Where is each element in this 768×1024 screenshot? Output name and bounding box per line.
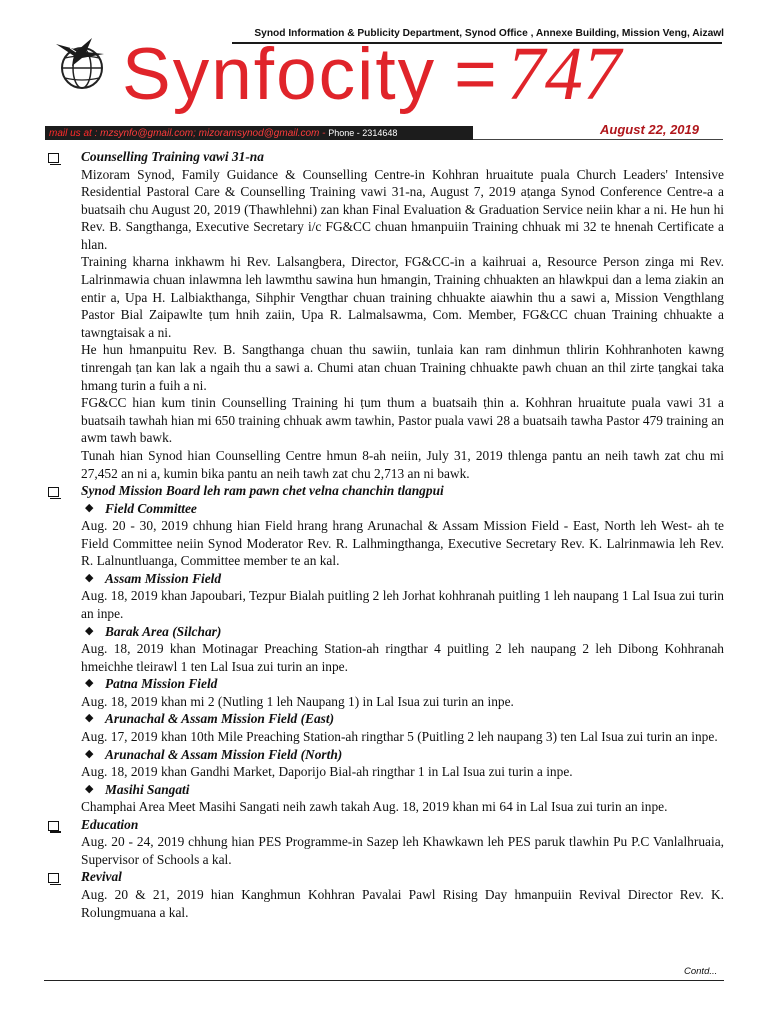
paragraph: Aug. 20 & 21, 2019 hian Kanghmun Kohhran Pavalai Pawl Rising Day hmanpuiin Revival Director Rev. K. Rolungmuana a kal. xyxy=(81,886,724,920)
mission-item-text: Aug. 18, 2019 khan Motinagar Preaching Station-ah ringthar 4 puitling 2 leh naupang 2 leh Dibong Kohhranah hmeichhe tleirawl 1 ten Lal Isua zui turin an inpe. xyxy=(81,641,724,674)
section-heading: Education xyxy=(81,816,139,832)
section-heading: Counselling Training vawi 31-na xyxy=(81,149,264,164)
contact-bar xyxy=(45,126,473,140)
mission-item xyxy=(81,570,724,588)
mission-item xyxy=(81,781,724,799)
diamond-bullet-icon: ◆ xyxy=(85,677,94,690)
diamond-bullet-icon: ◆ xyxy=(85,624,94,637)
mission-item-text: Aug. 18, 2019 khan Japoubari, Tezpur Bialah puitling 2 leh Jorhat kohhranah puitling 1 leh naupang 1 Lal Isua zui turin an inpe. xyxy=(81,588,724,622)
department-line: Synod Information & Publicity Department, Synod Office , Annexe Building, Mission Veng, Aizawl xyxy=(254,28,724,39)
synod-logo-icon xyxy=(52,30,110,94)
mission-item-text: Aug. 17, 2019 khan 10th Mile Preaching Station-ah ringthar 5 (Puitling 2 leh naupang 3) ten Lal Isua zui turin an inpe. xyxy=(81,728,718,744)
mission-item xyxy=(81,746,724,764)
article-body xyxy=(44,148,724,921)
mission-item xyxy=(81,623,724,641)
phone-number: Phone - 2314648 xyxy=(328,128,398,138)
section-mission xyxy=(44,482,724,816)
checkbox-bullet-icon xyxy=(48,821,59,831)
section-education xyxy=(44,816,724,869)
section-heading: Revival xyxy=(81,869,122,885)
masthead-title xyxy=(122,30,621,130)
mission-item-text: Aug. 20 - 30, 2019 chhung hian Field hrang hrang Arunachal & Assam Mission Field - East, North leh West- ah te Field Committee neiin Synod Moderator Rev. R. Lalhmingthanga, Executive Secretary Rev. K. Lalrinmawia leh Rev. R. Lalnuntluanga, Committee member te an kal. xyxy=(81,518,724,569)
mission-item-title: Patna Mission Field xyxy=(105,676,218,692)
section-revival xyxy=(44,868,724,921)
paragraph: Training kharna inkhawm hi Rev. Lalsangbera, Director, FG&CC-in a kaihruai a, Resource Person zinga mi Rev. Lalrinmawia chuan inlawmna leh lawmthu sawina hun hmangin, Training chhuakten an hlawkpui dan a lema ziakin an entir a, Upa H. Lalbiakthanga, Sihphir Vengthar chuan training chhuakte aiawhin thu a sawi a, Mission Vengthlang Pastor Bial Zaipawlte ṭum hnih zaiin, Upa R. Lalmalsawma, Com. Member, FG&CC chuan Training chhuakte a tawngtaisak a ni. xyxy=(81,254,724,340)
mission-item-title: Assam Mission Field xyxy=(105,570,222,586)
mission-item xyxy=(81,710,724,728)
mission-item xyxy=(81,500,724,518)
diamond-bullet-icon: ◆ xyxy=(85,712,94,725)
diamond-bullet-icon: ◆ xyxy=(85,571,94,584)
checkbox-bullet-icon xyxy=(48,873,59,883)
paragraph: Mizoram Synod, Family Guidance & Counselling Centre-in Kohhran hruaitute puala Church Leaders' Intensive Residential Pastoral Care & Counselling Training vawi 31-na, August 7, 2019 aṭanga Synod Conference Centre-a a buatsaih chu August 20, 2019 (Thawhlehni) zan khan Final Evaluation & Graduation Service neiin khar a ni. He hun hi Rev. B. Sangthanga, Executive Secretary i/c FG&CC chuan hmanpuiin Training chhuak mi 32 te hnenah Certificate a hlan. xyxy=(81,166,724,252)
masthead-equals: = xyxy=(454,34,497,115)
mission-item-title: Field Committee xyxy=(105,500,197,516)
mission-item-text: Aug. 18, 2019 khan Gandhi Market, Daporijo Bial-ah ringthar 1 in Lal Isua zui turin a inpe. xyxy=(81,764,573,780)
section-heading: Synod Mission Board leh ram pawn chet velna chanchin tlangpui xyxy=(81,483,444,499)
mission-item-title: Arunachal & Assam Mission Field (East) xyxy=(105,711,335,727)
continued-note: Contd... xyxy=(684,966,718,977)
mission-item-text: Champhai Area Meet Masihi Sangati neih zawh takah Aug. 18, 2019 khan mi 64 in Lal Isua zui turin an inpe. xyxy=(81,799,668,815)
diamond-bullet-icon: ◆ xyxy=(85,501,94,514)
footer-rule xyxy=(44,980,724,981)
masthead-name: Synfocity xyxy=(122,34,437,115)
mission-item xyxy=(81,675,724,693)
paragraph: FG&CC hian kum tinin Counselling Training hi ṭum thum a buatsaih ṭhin a. Kohhran hruaitute puala vawi 31 a buatsaih tawhah hian mi 650 training chhuak awm tawhin, Pastor puala vawi 28 a buatsaih tawha Pastor 479 training an awm tawh bawk. xyxy=(81,395,724,446)
email-links[interactable]: : mzsynfo@gmail.com; mizoramsynod@gmail.com - xyxy=(94,128,326,139)
mission-item-title: Arunachal & Assam Mission Field (North) xyxy=(105,746,343,762)
mission-item-text: Aug. 18, 2019 khan mi 2 (Nutling 1 leh Naupang 1) in Lal Isua zui turin an inpe. xyxy=(81,693,514,709)
diamond-bullet-icon: ◆ xyxy=(85,782,94,795)
issue-date: August 22, 2019 xyxy=(600,122,699,137)
diamond-bullet-icon: ◆ xyxy=(85,747,94,760)
mail-label: mail us at xyxy=(49,128,92,139)
issue-number: 747 xyxy=(506,32,621,116)
paragraph: He hun hmanpuitu Rev. B. Sangthanga chuan thu sawiin, tunlaia kan ram dinhmun thlirin Kohhranhoten kawng tinrengah ṭan kan lak a ngaih thu a sawi a. Chumi atan chuan Training chhuakte pawh chuan an thil zirte ṭangkai taka hmang turin a fuih a ni. xyxy=(81,342,724,393)
paragraph: Aug. 20 - 24, 2019 chhung hian PES Programme-in Sazep leh Khawkawn leh PES paruk tlawhin Pu P.C Vanlalhruaia, Supervisor of Schools a kal. xyxy=(81,834,724,867)
mission-item-title: Masihi Sangati xyxy=(105,781,190,797)
checkbox-bullet-icon xyxy=(48,153,59,163)
mission-item-title: Barak Area (Silchar) xyxy=(105,623,222,639)
paragraph: Tunah hian Synod hian Counselling Centre hmun 8-ah neiin, July 31, 2019 thlenga pantu an neih tawh zat chu mi 27,452 an ni a, kumin bika pantu an neih tawh zat chu 2,713 an ni bawk. xyxy=(81,448,724,481)
section-counselling xyxy=(44,148,724,482)
checkbox-bullet-icon xyxy=(48,487,59,497)
date-rule xyxy=(473,139,723,140)
